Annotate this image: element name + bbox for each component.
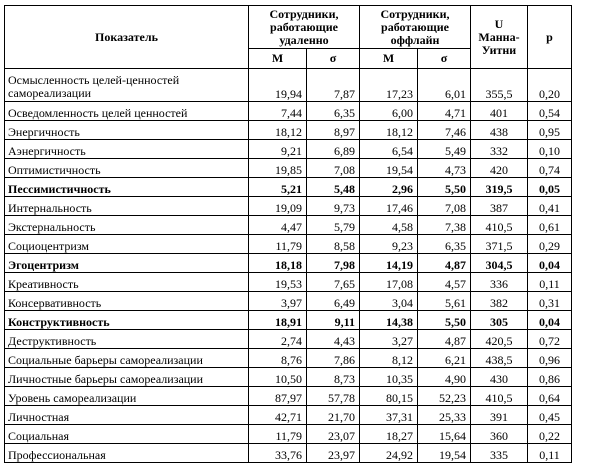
cell-param-name: Профессиональная: [5, 444, 249, 463]
cell-mean-offline: 14,19: [360, 254, 418, 273]
cell-mean-offline: 19,54: [360, 159, 418, 178]
cell-u-value: 387: [471, 197, 528, 216]
cell-sd-remote: 7,08: [307, 159, 360, 178]
cell-param-name: Деструктивность: [5, 330, 249, 349]
table-row: [5, 406, 572, 425]
cell-sd-remote: 8,97: [307, 121, 360, 140]
cell-p-value: 0,10: [528, 140, 572, 159]
cell-sd-remote: 8,58: [307, 235, 360, 254]
cell-sd-remote: 8,73: [307, 368, 360, 387]
cell-sd-offline: 6,35: [418, 235, 471, 254]
cell-sd-offline: 4,87: [418, 254, 471, 273]
cell-u-value: 336: [471, 273, 528, 292]
cell-sd-remote: 7,98: [307, 254, 360, 273]
cell-mean-offline: 3,04: [360, 292, 418, 311]
cell-u-value: 410,5: [471, 216, 528, 235]
cell-mean-offline: 80,15: [360, 387, 418, 406]
table-row: [5, 444, 572, 463]
table-body: [5, 69, 572, 463]
cell-u-value: 420: [471, 159, 528, 178]
cell-p-value: 0,45: [528, 406, 572, 425]
cell-mean-remote: 8,76: [249, 349, 307, 368]
cell-sd-remote: 7,65: [307, 273, 360, 292]
table-row: [5, 273, 572, 292]
cell-sd-offline: 15,64: [418, 425, 471, 444]
cell-sd-remote: 4,43: [307, 330, 360, 349]
cell-p-value: 0,11: [528, 273, 572, 292]
cell-p-value: 0,96: [528, 349, 572, 368]
cell-p-value: 0,86: [528, 368, 572, 387]
cell-u-value: 391: [471, 406, 528, 425]
cell-mean-offline: 14,38: [360, 311, 418, 330]
table-row: [5, 178, 572, 197]
table-row: [5, 235, 572, 254]
cell-sd-remote: 5,79: [307, 216, 360, 235]
cell-mean-offline: 6,54: [360, 140, 418, 159]
cell-u-value: 438,5: [471, 349, 528, 368]
cell-param-name: Социальные барьеры самореализации: [5, 349, 249, 368]
cell-u-value: 360: [471, 425, 528, 444]
cell-mean-offline: 17,46: [360, 197, 418, 216]
cell-mean-remote: 3,97: [249, 292, 307, 311]
header-mean-offline: M: [360, 49, 418, 69]
cell-sd-remote: 21,70: [307, 406, 360, 425]
table-row: [5, 254, 572, 273]
cell-mean-remote: 11,79: [249, 425, 307, 444]
cell-mean-offline: 17,23: [360, 69, 418, 102]
cell-mean-offline: 37,31: [360, 406, 418, 425]
cell-u-value: 332: [471, 140, 528, 159]
cell-sd-offline: 6,21: [418, 349, 471, 368]
cell-mean-offline: 17,08: [360, 273, 418, 292]
cell-param-name: Экстернальность: [5, 216, 249, 235]
cell-mean-offline: 18,12: [360, 121, 418, 140]
table-row: [5, 140, 572, 159]
results-table: [4, 5, 572, 463]
cell-p-value: 0,22: [528, 425, 572, 444]
cell-param-name: Личностные барьеры самореализации: [5, 368, 249, 387]
cell-mean-offline: 10,35: [360, 368, 418, 387]
table-row: [5, 368, 572, 387]
header-sd-offline: σ: [418, 49, 471, 69]
cell-mean-remote: 11,79: [249, 235, 307, 254]
cell-sd-offline: 4,73: [418, 159, 471, 178]
cell-sd-offline: 4,90: [418, 368, 471, 387]
cell-sd-remote: 5,48: [307, 178, 360, 197]
cell-sd-remote: 6,49: [307, 292, 360, 311]
table-row: [5, 387, 572, 406]
cell-sd-offline: 19,54: [418, 444, 471, 463]
cell-mean-remote: 42,71: [249, 406, 307, 425]
cell-u-value: 420,5: [471, 330, 528, 349]
cell-p-value: 0,64: [528, 387, 572, 406]
cell-param-name: Оптимистичность: [5, 159, 249, 178]
cell-p-value: 0,74: [528, 159, 572, 178]
cell-sd-offline: 52,23: [418, 387, 471, 406]
header-u-test: U Манна-Уитни: [471, 6, 528, 69]
cell-mean-remote: 2,74: [249, 330, 307, 349]
cell-sd-offline: 25,33: [418, 406, 471, 425]
cell-param-name: Осведомленность целей ценностей: [5, 102, 249, 121]
cell-p-value: 0,29: [528, 235, 572, 254]
cell-mean-offline: 4,58: [360, 216, 418, 235]
cell-mean-remote: 4,47: [249, 216, 307, 235]
cell-mean-remote: 18,12: [249, 121, 307, 140]
cell-mean-offline: 18,27: [360, 425, 418, 444]
cell-mean-remote: 18,18: [249, 254, 307, 273]
cell-sd-remote: 7,86: [307, 349, 360, 368]
cell-mean-remote: 19,85: [249, 159, 307, 178]
cell-p-value: 0,31: [528, 292, 572, 311]
cell-u-value: 355,5: [471, 69, 528, 102]
table-row: [5, 349, 572, 368]
cell-u-value: 305: [471, 311, 528, 330]
cell-sd-remote: 7,87: [307, 69, 360, 102]
header-group-offline: Сотрудники, работающие оффлайн: [360, 6, 471, 49]
cell-param-name: Социальная: [5, 425, 249, 444]
cell-sd-offline: 4,87: [418, 330, 471, 349]
table-row: [5, 159, 572, 178]
cell-param-name: Конструктивность: [5, 311, 249, 330]
cell-mean-offline: 2,96: [360, 178, 418, 197]
cell-param-name: Личностная: [5, 406, 249, 425]
cell-param-name: Аэнергичность: [5, 140, 249, 159]
table-container: [4, 5, 572, 463]
cell-p-value: 0,05: [528, 178, 572, 197]
cell-p-value: 0,72: [528, 330, 572, 349]
table-row: [5, 292, 572, 311]
header-mean-remote: M: [249, 49, 307, 69]
table-row: [5, 311, 572, 330]
table-row: [5, 197, 572, 216]
cell-p-value: 0,04: [528, 311, 572, 330]
cell-mean-remote: 5,21: [249, 178, 307, 197]
cell-sd-remote: 9,11: [307, 311, 360, 330]
cell-u-value: 438: [471, 121, 528, 140]
table-row: [5, 69, 572, 102]
cell-sd-offline: 7,08: [418, 197, 471, 216]
cell-p-value: 0,61: [528, 216, 572, 235]
cell-p-value: 0,20: [528, 69, 572, 102]
cell-mean-remote: 9,21: [249, 140, 307, 159]
cell-u-value: 304,5: [471, 254, 528, 273]
cell-mean-offline: 24,92: [360, 444, 418, 463]
cell-u-value: 401: [471, 102, 528, 121]
cell-sd-offline: 7,46: [418, 121, 471, 140]
cell-mean-remote: 19,09: [249, 197, 307, 216]
cell-param-name: Уровень самореализации: [5, 387, 249, 406]
cell-param-name: Интернальность: [5, 197, 249, 216]
table-row: [5, 121, 572, 140]
table-row: [5, 330, 572, 349]
cell-mean-offline: 9,23: [360, 235, 418, 254]
cell-p-value: 0,04: [528, 254, 572, 273]
cell-sd-offline: 4,71: [418, 102, 471, 121]
cell-sd-offline: 4,57: [418, 273, 471, 292]
header-sd-remote: σ: [307, 49, 360, 69]
table-row: [5, 216, 572, 235]
table-row: [5, 425, 572, 444]
cell-sd-offline: 7,38: [418, 216, 471, 235]
cell-sd-offline: 6,01: [418, 69, 471, 102]
cell-p-value: 0,54: [528, 102, 572, 121]
header-group-remote: Сотрудники, работающие удаленно: [249, 6, 360, 49]
cell-param-name: Энергичность: [5, 121, 249, 140]
cell-sd-offline: 5,49: [418, 140, 471, 159]
cell-u-value: 410,5: [471, 387, 528, 406]
cell-sd-remote: 9,73: [307, 197, 360, 216]
cell-sd-remote: 6,89: [307, 140, 360, 159]
cell-u-value: 371,5: [471, 235, 528, 254]
cell-sd-remote: 23,97: [307, 444, 360, 463]
cell-u-value: 335: [471, 444, 528, 463]
cell-param-name: Эгоцентризм: [5, 254, 249, 273]
cell-mean-remote: 19,53: [249, 273, 307, 292]
table-row: [5, 102, 572, 121]
cell-p-value: 0,95: [528, 121, 572, 140]
cell-mean-offline: 3,27: [360, 330, 418, 349]
cell-mean-offline: 6,00: [360, 102, 418, 121]
cell-u-value: 319,5: [471, 178, 528, 197]
cell-sd-offline: 5,50: [418, 311, 471, 330]
cell-mean-remote: 10,50: [249, 368, 307, 387]
header-p: p: [528, 6, 572, 69]
cell-sd-remote: 23,07: [307, 425, 360, 444]
cell-mean-remote: 7,44: [249, 102, 307, 121]
cell-mean-offline: 8,12: [360, 349, 418, 368]
cell-param-name: Социоцентризм: [5, 235, 249, 254]
cell-p-value: 0,11: [528, 444, 572, 463]
cell-sd-offline: 5,50: [418, 178, 471, 197]
cell-p-value: 0,41: [528, 197, 572, 216]
cell-sd-remote: 6,35: [307, 102, 360, 121]
cell-u-value: 430: [471, 368, 528, 387]
header-row-groups: [5, 6, 572, 49]
cell-param-name: Креативность: [5, 273, 249, 292]
cell-param-name: Осмысленность целей-ценностей самореализации: [5, 69, 249, 102]
cell-mean-remote: 19,94: [249, 69, 307, 102]
cell-sd-offline: 5,61: [418, 292, 471, 311]
cell-param-name: Консервативность: [5, 292, 249, 311]
cell-mean-remote: 18,91: [249, 311, 307, 330]
cell-mean-remote: 33,76: [249, 444, 307, 463]
cell-param-name: Пессимистичность: [5, 178, 249, 197]
cell-mean-remote: 87,97: [249, 387, 307, 406]
header-param: Показатель: [5, 6, 249, 69]
cell-u-value: 382: [471, 292, 528, 311]
cell-sd-remote: 57,78: [307, 387, 360, 406]
